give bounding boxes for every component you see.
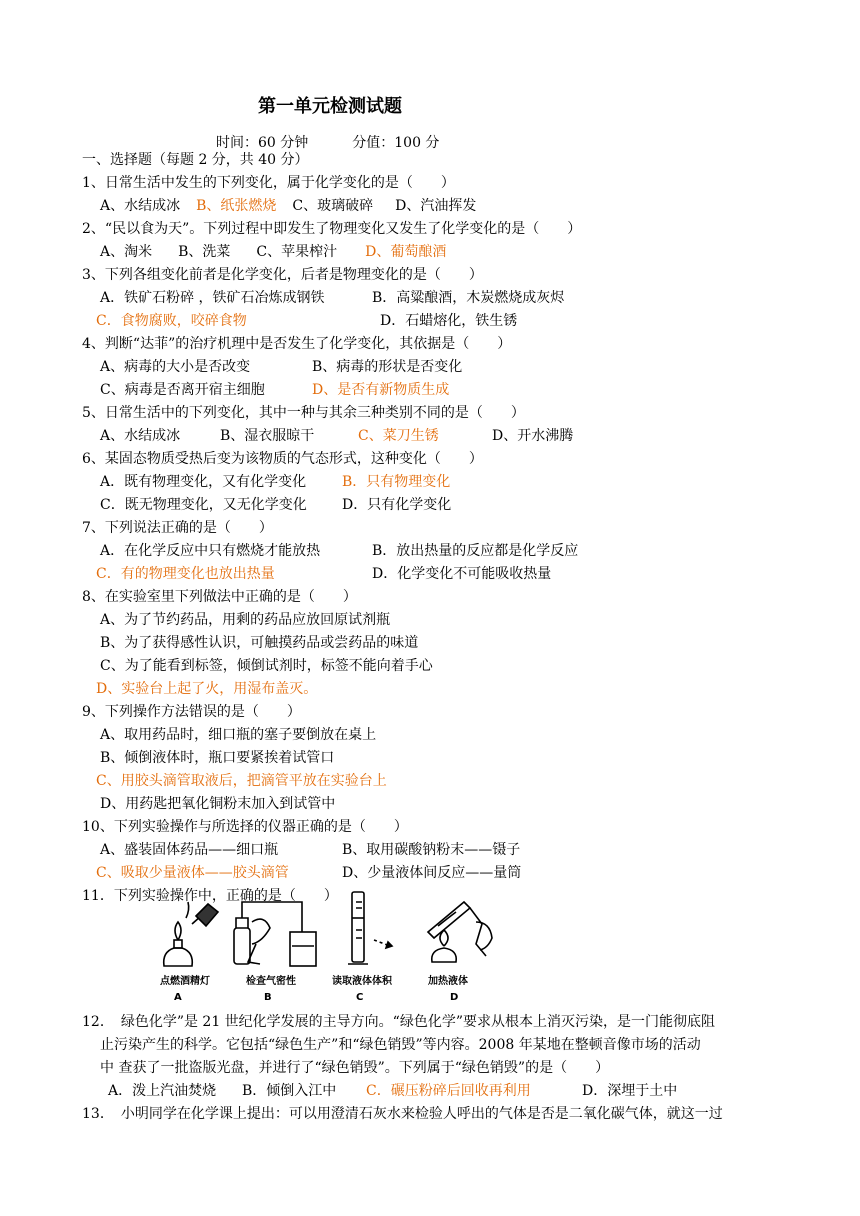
lab-operations-figure [152, 888, 512, 1006]
option: A、水结成冰 [100, 428, 181, 444]
q7-options-row2 [96, 564, 551, 584]
q4-options-row1 [100, 357, 462, 377]
question-11: 11．下列实验操作中，正确的是（ ） [82, 888, 338, 904]
option: A．既有物理变化，又有化学变化 [100, 474, 307, 490]
q8-option-b: B、为了获得感性认识，可触摸药品或尝药品的味道 [100, 635, 419, 651]
question-4: 4、判断“达菲”的治疗机理中是否发生了化学变化，其依据是（ ） [82, 336, 512, 352]
option: C、病毒是否离开宿主细胞 [100, 382, 265, 398]
question-5: 5、日常生活中的下列变化，其中一种与其余三种类别不同的是（ ） [82, 405, 525, 421]
q8-option-c: C、为了能看到标签，倾倒试剂时，标签不能向着手心 [100, 658, 433, 674]
option-answer: C、吸取少量液体——胶头滴管 [96, 865, 289, 881]
question-6: 6、某固态物质受热后变为该物质的气态形式，这种变化（ ） [82, 451, 483, 467]
option: D、汽油挥发 [395, 198, 477, 214]
question-2: 2、“民以食为天”。下列过程中即发生了物理变化又发生了化学变化的是（ ） [82, 221, 582, 237]
q9-option-b: B、倾倒液体时，瓶口要紧挨着试管口 [100, 750, 335, 766]
option: B、病毒的形状是否变化 [312, 359, 463, 375]
option: B、取用碳酸钠粉末——镊子 [342, 842, 521, 858]
q12-options [108, 1081, 677, 1101]
alcohol-lamp-icon [164, 902, 218, 966]
option: A、淘米 [100, 244, 153, 260]
heating-liquid-icon [428, 902, 492, 962]
option-answer: C．碾压粉碎后回收再利用 [366, 1083, 531, 1099]
fig-label-b: 检查气密性 [246, 976, 296, 987]
question-12-line1: 12． 绿色化学”是 21 世纪化学发展的主导方向。“绿色化学”要求从根本上消灭污染，是一门能彻底阻 [82, 1014, 715, 1030]
q5-options [100, 426, 573, 446]
page-title: 第一单元检测试题 [258, 96, 402, 117]
q6-options-row2 [100, 495, 451, 515]
q2-options [100, 242, 446, 262]
question-9: 9、下列操作方法错误的是（ ） [82, 704, 301, 720]
option: D．深埋于土中 [582, 1083, 678, 1099]
option-answer: B、纸张燃烧 [196, 198, 277, 214]
graduated-cylinder-icon [348, 892, 392, 964]
q9-option-c-answer: C、用胶头滴管取液后，把滴管平放在实验台上 [96, 773, 387, 789]
option: D．只有化学变化 [342, 497, 452, 513]
fig-label-d: 加热液体 [428, 976, 468, 987]
q10-options-row2 [96, 863, 521, 883]
q6-options-row1 [100, 472, 450, 492]
option: D、开水沸腾 [492, 428, 574, 444]
q4-options-row2 [100, 380, 449, 400]
option-answer: B．只有物理变化 [342, 474, 451, 490]
fig-letter-a: A [174, 992, 182, 1003]
q7-options-row1 [100, 541, 578, 561]
q1-options [100, 196, 476, 216]
option: D、少量液体间反应——量筒 [342, 865, 522, 881]
option: D．化学变化不可能吸收热量 [372, 566, 552, 582]
fig-letter-d: D [450, 992, 459, 1003]
option: B、洗菜 [178, 244, 231, 260]
section-heading: 一、选择题（每题 2 分，共 40 分） [82, 152, 309, 168]
q9-option-a: A、取用药品时，细口瓶的塞子要倒放在桌上 [100, 727, 377, 743]
option-answer: C．食物腐败，咬碎食物 [96, 313, 247, 329]
airtightness-icon [234, 902, 316, 966]
question-13: 13． 小明同学在化学课上提出：可以用澄清石灰水来检验人呼出的气体是否是二氧化碳气体，就这一过 [82, 1106, 723, 1122]
question-1: 1、日常生活中发生的下列变化，属于化学变化的是（ ） [82, 175, 455, 191]
option-answer: C．有的物理变化也放出热量 [96, 566, 275, 582]
q8-option-d-answer: D、实验台上起了火，用湿布盖灭。 [96, 681, 318, 697]
option: B．倾倒入江中 [242, 1083, 337, 1099]
option-answer: C、菜刀生锈 [358, 428, 439, 444]
option-answer: D、是否有新物质生成 [312, 382, 450, 398]
option-answer: D、葡萄酿酒 [365, 244, 447, 260]
option: B．高粱酿酒，木炭燃烧成灰烬 [372, 290, 565, 306]
option: B．放出热量的反应都是化学反应 [372, 543, 579, 559]
fig-letter-c: C [356, 992, 364, 1003]
option: A、水结成冰 [100, 198, 181, 214]
question-3: 3、下列各组变化前者是化学变化，后者是物理变化的是（ ） [82, 267, 483, 283]
option: A．在化学反应中只有燃烧才能放热 [100, 543, 321, 559]
total-score: 分值：100 分 [352, 135, 440, 151]
option: A、盛装固体药品——细口瓶 [100, 842, 279, 858]
fig-letter-b: B [264, 992, 272, 1003]
option: B、湿衣服晾干 [220, 428, 315, 444]
question-12-line3: 中 查获了一批盗版光盘，并进行了“绿色销毁”。下列属于“绿色销毁”的是（ ） [100, 1060, 610, 1076]
option: A．泼上汽油焚烧 [108, 1083, 217, 1099]
q3-options-row1 [100, 288, 564, 308]
question-7: 7、下列说法正确的是（ ） [82, 520, 273, 536]
fig-label-c: 读取液体体积 [332, 976, 392, 987]
question-10: 10、下列实验操作与所选择的仪器正确的是（ ） [82, 819, 408, 835]
option: C、玻璃破碎 [292, 198, 374, 214]
option: D．石蜡熔化，铁生锈 [380, 313, 518, 329]
option: C、苹果榨汁 [256, 244, 338, 260]
q3-options-row2 [96, 311, 517, 331]
option: C．既无物理变化，又无化学变化 [100, 497, 307, 513]
option: A．铁矿石粉碎 ，铁矿石冶炼成钢铁 [100, 290, 325, 306]
exam-meta [216, 132, 483, 152]
fig-label-a: 点燃酒精灯 [160, 976, 210, 987]
q10-options-row1 [100, 840, 520, 860]
time-limit: 时间：60 分钟 [216, 135, 309, 151]
question-8: 8、在实验室里下列做法中正确的是（ ） [82, 589, 357, 605]
q8-option-a: A、为了节约药品，用剩的药品应放回原试剂瓶 [100, 612, 391, 628]
q9-option-d: D、用药匙把氧化铜粉末加入到试管中 [100, 796, 336, 812]
question-12-line2: 止污染产生的科学。它包括“绿色生产”和“绿色销毁”等内容。2008 年某地在整顿音像市场的活动 [100, 1037, 701, 1053]
option: A、病毒的大小是否改变 [100, 359, 251, 375]
